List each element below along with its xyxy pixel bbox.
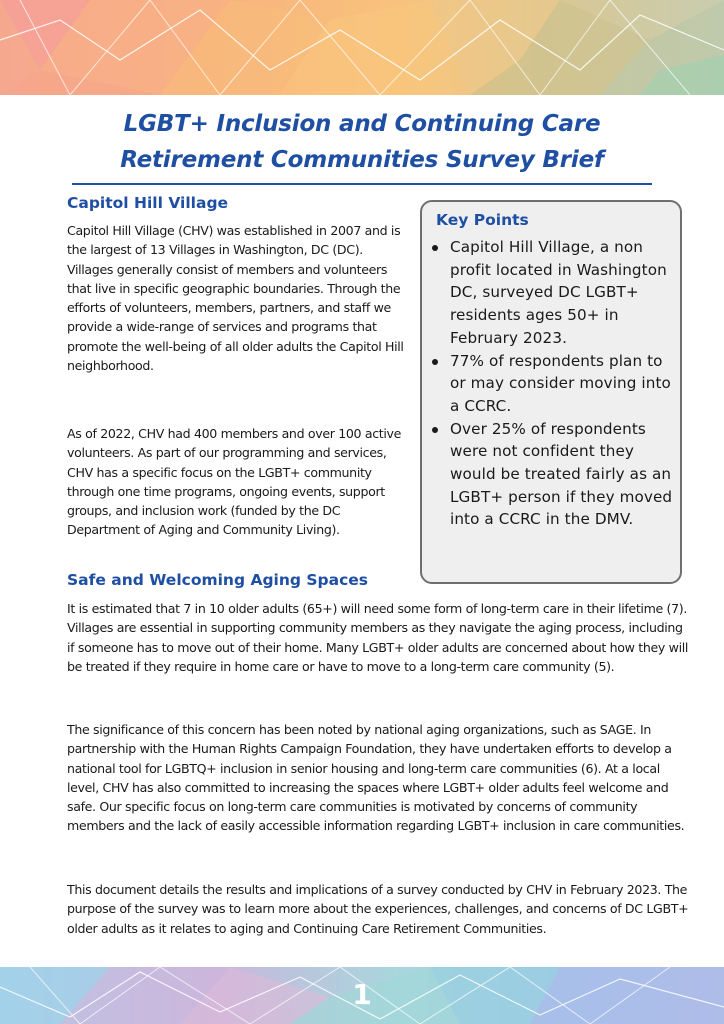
bullet-icon (432, 245, 438, 251)
key-points-heading: Key Points (436, 211, 529, 229)
key-point-item (430, 418, 678, 532)
key-point-text: Capitol Hill Village, a non profit located in Washington DC, surveyed DC LGBT+ residents ages 50+ in February 2023. (450, 238, 667, 347)
section2-paragraph-1: It is estimated that 7 in 10 older adults (65+) will need some form of long-term care in their lifetime (7). Villages are essential in supporting community members as they navigate the aging process, including if someone has to move out of their home. Many LGBT+ older adults are concerned about how they will be treated if they require in home care or have to move to a long-term care community (5). (67, 601, 689, 674)
section2-paragraph-3: This document details the results and implications of a survey conducted by CHV in February 2023. The purpose of the survey was to learn more about the experiences, challenges, and concerns of DC LGBT+ older adults as it relates to aging and Continuing Care Retirement Communities. (67, 882, 689, 936)
section1-paragraph-1: Capitol Hill Village (CHV) was established in 2007 and is the largest of 13 Villages in Washington, DC (DC). Villages generally consist of members and volunteers that live in specific geographic boundaries. Through the efforts of volunteers, members, partners, and staff we provide a wide-range of services and programs that promote the well-being of all older adults the Capitol Hill neighborhood. (67, 223, 404, 374)
bullet-icon (432, 359, 438, 365)
key-point-item (430, 350, 678, 418)
document-title (0, 106, 724, 178)
key-point-item (430, 236, 678, 350)
section-heading-safe-aging-spaces: Safe and Welcoming Aging Spaces (67, 571, 369, 589)
key-point-text: Over 25% of respondents were not confident they would be treated fairly as an LGBT+ person if they moved into a CCRC in the DMV. (450, 419, 673, 529)
page-number: 1 (352, 978, 372, 1011)
key-points-box (420, 200, 682, 584)
title-divider (72, 183, 652, 185)
section-heading-capitol-hill-village: Capitol Hill Village (67, 194, 229, 212)
title-line-2: Retirement Communities Survey Brief (120, 147, 604, 173)
title-line-1: LGBT+ Inclusion and Continuing Care (123, 111, 601, 137)
key-points-list (430, 236, 678, 531)
key-point-text: 77% of respondents plan to or may consider moving into a CCRC. (450, 351, 671, 415)
section1-paragraph-2: As of 2022, CHV had 400 members and over 100 active volunteers. As part of our programming and services, CHV has a specific focus on the LGBT+ community through one time programs, ongoing events, support groups, and inclusion work (funded by the DC Department of Aging and Community Living). (67, 426, 402, 538)
top-decorative-banner (0, 0, 724, 95)
section2-paragraph-2: The significance of this concern has been noted by national aging organizations, such as SAGE. In partnership with the Human Rights Campaign Foundation, they have undertaken efforts to develop a national tool for LGBTQ+ inclusion in senior housing and long-term care communities (6). At a local level, CHV has also committed to increasing the spaces where LGBT+ older adults feel welcome and safe. Our specific focus on long-term care communities is motivated by concerns of community members and the lack of easily accessible information regarding LGBT+ inclusion in care communities. (67, 722, 685, 834)
bullet-icon (432, 427, 438, 433)
